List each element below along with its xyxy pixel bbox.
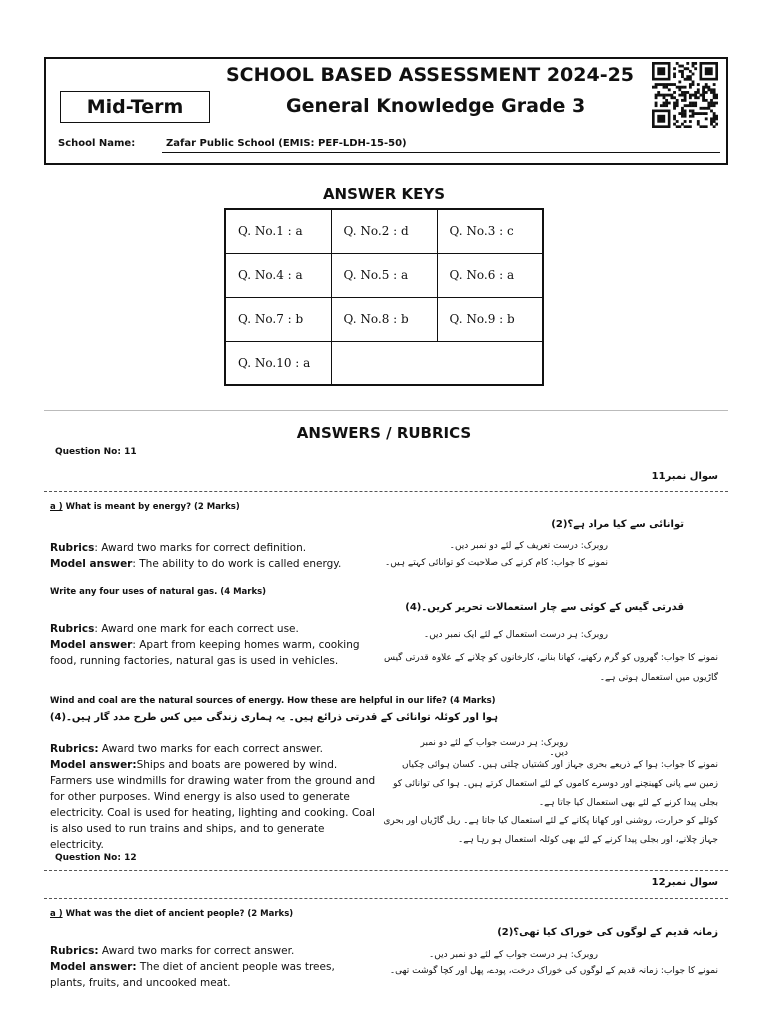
- question-12a-text: [50, 909, 293, 919]
- answer-key-cell: Q. No.5 : a: [331, 253, 437, 297]
- model-answer-text: Ships and boats are powered by wind. Farmers use windmills for drawing water from the ground and for other purposes. Wind energy is also used to generate electricity. Coal is used for heating, lighting and cooking. Coal is also used to run trains and ships, and to generate electricity.: [50, 759, 376, 851]
- rubric-text: Award two marks for each correct answer.: [98, 743, 323, 755]
- question-11a-text: [50, 502, 240, 512]
- question-11c: Wind and coal are the natural sources of energy. How these are helpful in our life? (4 Marks): [50, 696, 496, 706]
- model-answer-label: Model answer:: [50, 759, 137, 771]
- question-11b-urdu: قدرتی گیس کے کوئی سے چار استعمالات تحریر کریں۔(4): [405, 602, 684, 613]
- rubric-label: Rubrics: [50, 542, 95, 554]
- answer-key-cell: Q. No.7 : b: [225, 297, 331, 341]
- question-11c-urdu-model: نمونے کا جواب: ہوا کے ذریعے بحری جہاز اور کشتیاں چلتی ہیں۔ کسان ہوائی چکیاں زمین سے پانی کھینچنے اور دوسرے کاموں کے لئے استعمال کرتے ہیں۔ ہوا کی توانائی کو بجلی پیدا کرنے کے لئے بھی استعمال کیا جاتا ہے۔: [393, 760, 718, 808]
- rubric-label: Rubrics:: [50, 743, 99, 755]
- model-answer-label: Model answer:: [50, 961, 137, 973]
- answer-keys-title: ANSWER KEYS: [322, 185, 446, 203]
- rubric-text: Award two marks for correct answer.: [98, 945, 295, 957]
- question-11c-answer: [50, 741, 380, 853]
- question-11a-answer: [50, 540, 380, 572]
- question-11a-urdu-model: نمونے کا جواب: کام کرنے کی صلاحیت کو توانائی کہتے ہیں۔: [384, 558, 608, 568]
- question-11b: Write any four uses of natural gas. (4 Marks): [50, 587, 267, 597]
- school-name-label: School Name:: [58, 138, 136, 149]
- table-row: [225, 341, 543, 385]
- question-11a: What is meant by energy? (2 Marks): [65, 502, 240, 512]
- question-11a-urdu-rubric: روبرک: درست تعریف کے لئے دو نمبر دیں۔: [449, 541, 608, 551]
- question-12a-urdu-model: نمونے کا جواب: زمانہ قدیم کے لوگوں کی خوراک درخت، پودے، پھل اور کچا گوشت تھی۔: [389, 966, 718, 976]
- answer-key-cell: Q. No.8 : b: [331, 297, 437, 341]
- term-label: Mid-Term: [60, 91, 210, 123]
- school-name-underline: [162, 152, 720, 153]
- empty-cell: [331, 341, 543, 385]
- question-11b-answer: [50, 621, 380, 669]
- question-12a-urdu-rubric: روبرک: ہر درست جواب کے لئے دو نمبر دیں۔: [429, 950, 598, 960]
- dashed-divider: [44, 898, 728, 899]
- question-11c-urdu-rubric: روبرک: ہر درست جواب کے لئے دو نمبر دیں۔: [420, 738, 568, 758]
- rubric-label: Rubrics:: [50, 945, 99, 957]
- question-11-urdu-label: سوال نمبر11: [651, 471, 718, 482]
- question-prefix: a ): [50, 502, 63, 512]
- assessment-title: SCHOOL BASED ASSESSMENT 2024-25: [225, 64, 635, 86]
- table-row: [225, 297, 543, 341]
- answer-key-cell: Q. No.1 : a: [225, 209, 331, 253]
- question-12a: What was the diet of ancient people? (2 Marks): [65, 909, 294, 919]
- model-answer-text: The diet of ancient people was trees, plants, fruits, and uncooked meat.: [50, 961, 335, 989]
- question-11c-urdu: ہوا اور کوئلہ توانائی کے قدرتی ذرائع ہیں۔ یہ ہماری زندگی میں کس طرح مدد گار ہیں۔(4): [49, 712, 498, 723]
- section-divider: [44, 410, 728, 411]
- answer-key-cell: Q. No.6 : a: [437, 253, 543, 297]
- table-row: [225, 253, 543, 297]
- model-answer-text: : Apart from keeping homes warm, cooking food, running factories, natural gas is used in vehicles.: [50, 639, 360, 667]
- answer-key-cell: Q. No.9 : b: [437, 297, 543, 341]
- model-answer-text: : The ability to do work is called energy.: [132, 558, 342, 570]
- model-answer-label: Model answer: [50, 558, 133, 570]
- question-11c-urdu-model-coal: کوئلے کو حرارت، روشنی اور کھانا پکانے کے لئے استعمال کیا جاتا ہے۔ ریل گاڑیاں اور بحری جہاز چلانے، اور بجلی پیدا کرنے کے لئے بھی کوئلہ استعمال ہو رہا ہے۔: [383, 816, 718, 845]
- question-prefix: a ): [50, 909, 63, 919]
- rubric-text: : Award one mark for each correct use.: [94, 623, 299, 635]
- question-12-urdu-label: سوال نمبر12: [651, 877, 718, 888]
- question-11b-urdu-model: نمونے کا جواب: گھروں کو گرم رکھنے، کھانا بنانے، کارخانوں کو چلانے کے علاوہ قدرتی گیس گاڑیوں میں استعمال ہوتی ہے۔: [383, 653, 718, 683]
- qr-code-icon: [652, 62, 718, 128]
- dashed-divider: [44, 870, 728, 871]
- question-11-label: Question No: 11: [55, 447, 137, 457]
- answer-key-cell: Q. No.2 : d: [331, 209, 437, 253]
- answer-keys-table: [224, 208, 544, 386]
- question-11a-urdu: توانائی سے کیا مراد ہے؟(2): [551, 519, 684, 530]
- question-12-label: Question No: 12: [55, 853, 137, 863]
- answer-key-cell: Q. No.4 : a: [225, 253, 331, 297]
- question-12a-urdu: زمانہ قدیم کے لوگوں کی خوراک کیا تھی؟(2): [497, 927, 718, 938]
- model-answer-label: Model answer: [50, 639, 133, 651]
- question-11b-urdu-rubric: روبرک: ہر درست استعمال کے لئے ایک نمبر دیں۔: [423, 630, 608, 640]
- dashed-divider: [44, 491, 728, 492]
- subject-title: General Knowledge Grade 3: [286, 95, 586, 117]
- table-row: [225, 209, 543, 253]
- question-12a-answer: [50, 943, 370, 991]
- rubrics-title: ANSWERS / RUBRICS: [296, 424, 472, 442]
- answer-key-cell: Q. No.10 : a: [225, 341, 331, 385]
- header-box: [44, 57, 728, 165]
- school-name-value: Zafar Public School (EMIS: PEF-LDH-15-50): [166, 138, 407, 149]
- rubric-text: : Award two marks for correct definition.: [94, 542, 307, 554]
- rubric-label: Rubrics: [50, 623, 95, 635]
- answer-key-cell: Q. No.3 : c: [437, 209, 543, 253]
